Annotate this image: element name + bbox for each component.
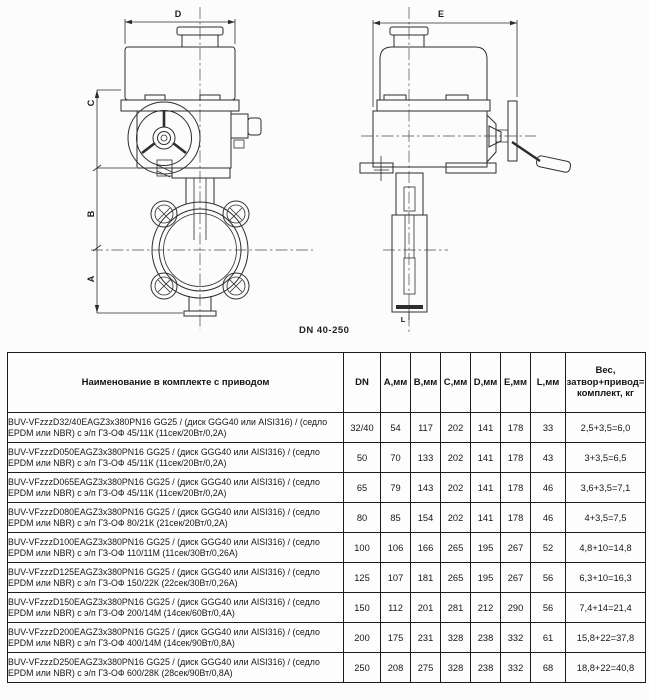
dn-value: 100 <box>344 533 381 563</box>
product-name: BUV-VFzzzD065EAGZ3x380PN16 GG25 / (диск GGG40 или AISI316) / (седло EPDM или NBR) с э/п ГЗ-ОФ 45/11К (11сек/20Вт/0,2А) <box>8 473 344 503</box>
e-value: 178 <box>501 503 531 533</box>
b-value: 143 <box>411 473 441 503</box>
a-value: 112 <box>381 593 411 623</box>
product-name: BUV-VFzzzD150EAGZ3x380PN16 GG25 / (диск GGG40 или AISI316) / (седло EPDM или NBR) с э/п ГЗ-ОФ 200/14М (14сек/60Вт/0,4А) <box>8 593 344 623</box>
column-header-d: D,мм <box>471 353 501 413</box>
dn-value: 50 <box>344 443 381 473</box>
dim-label-l: L <box>400 315 406 324</box>
l-value: 61 <box>531 623 566 653</box>
a-value: 79 <box>381 473 411 503</box>
d-value: 195 <box>471 563 501 593</box>
handwheel <box>128 102 200 177</box>
dn-value: 80 <box>344 503 381 533</box>
a-value: 85 <box>381 503 411 533</box>
c-value: 328 <box>441 623 471 653</box>
column-header-b: B,мм <box>411 353 441 413</box>
d-value: 141 <box>471 443 501 473</box>
hand-crank <box>512 142 571 173</box>
d-value: 141 <box>471 503 501 533</box>
e-value: 178 <box>501 473 531 503</box>
column-header-l: L,мм <box>531 353 566 413</box>
column-header-e: E,мм <box>501 353 531 413</box>
column-header-dn: DN <box>344 353 381 413</box>
column-header-name: Наименование в комплекте с приводом <box>8 353 344 413</box>
l-value: 46 <box>531 473 566 503</box>
dim-label-d: D <box>174 9 182 19</box>
drawing-caption: DN 40-250 <box>299 325 350 336</box>
dim-label-b: B <box>86 210 96 218</box>
weight-value: 2,5+3,5=6,0 <box>566 413 646 443</box>
product-name: BUV-VFzzzD250EAGZ3x380PN16 GG25 / (диск GGG40 или AISI316) / (седло EPDM или NBR) с э/п ГЗ-ОФ 600/28К (28сек/90Вт/0,8А) <box>8 653 344 683</box>
table-row <box>8 413 646 443</box>
table-header-row <box>8 353 646 413</box>
table-row <box>8 593 646 623</box>
dn-value: 200 <box>344 623 381 653</box>
c-value: 202 <box>441 413 471 443</box>
dim-label-c: C <box>86 99 96 107</box>
l-value: 56 <box>531 593 566 623</box>
a-value: 70 <box>381 443 411 473</box>
column-header-c: C,мм <box>441 353 471 413</box>
c-value: 281 <box>441 593 471 623</box>
valve-column-side <box>392 173 427 320</box>
table-row <box>8 503 646 533</box>
weight-value: 3,6+3,5=7,1 <box>566 473 646 503</box>
b-value: 181 <box>411 563 441 593</box>
valve-technical-drawing <box>0 0 649 348</box>
l-value: 46 <box>531 503 566 533</box>
c-value: 328 <box>441 653 471 683</box>
product-name: BUV-VFzzzD080EAGZ3x380PN16 GG25 / (диск GGG40 или AISI316) / (седло EPDM или NBR) с э/п ГЗ-ОФ 80/21К (21сек/20Вт/0,2А) <box>8 503 344 533</box>
a-value: 54 <box>381 413 411 443</box>
l-value: 56 <box>531 563 566 593</box>
column-header-weight <box>566 353 646 413</box>
d-value: 195 <box>471 533 501 563</box>
weight-value: 4,8+10=14,8 <box>566 533 646 563</box>
table-row <box>8 623 646 653</box>
l-value: 33 <box>531 413 566 443</box>
a-value: 107 <box>381 563 411 593</box>
product-name: BUV-VFzzzD050EAGZ3x380PN16 GG25 / (диск GGG40 или AISI316) / (седло EPDM или NBR) с э/п ГЗ-ОФ 45/11К (11сек/20Вт/0,2А) <box>8 443 344 473</box>
side-view-drawing <box>360 7 571 333</box>
weight-value: 15,8+22=37,8 <box>566 623 646 653</box>
dim-label-e: E <box>437 9 445 19</box>
product-name: BUV-VFzzzD125EAGZ3x380PN16 GG25 / (диск GGG40 или AISI316) / (седло EPDM или NBR) с э/п ГЗ-ОФ 150/22К (22сек/30Вт/0,26А) <box>8 563 344 593</box>
product-name: BUV-VFzzzD100EAGZ3x380PN16 GG25 / (диск GGG40 или AISI316) / (седло EPDM или NBR) с э/п ГЗ-ОФ 110/11М (11сек/30Вт/0,26А) <box>8 533 344 563</box>
b-value: 201 <box>411 593 441 623</box>
dimension-e <box>373 9 517 107</box>
b-value: 133 <box>411 443 441 473</box>
b-value: 117 <box>411 413 441 443</box>
table-row <box>8 653 646 683</box>
e-value: 267 <box>501 533 531 563</box>
weight-value: 18,8+22=40,8 <box>566 653 646 683</box>
e-value: 332 <box>501 653 531 683</box>
c-value: 265 <box>441 563 471 593</box>
product-name: BUV-VFzzzD200EAGZ3x380PN16 GG25 / (диск GGG40 или AISI316) / (седло EPDM или NBR) с э/п ГЗ-ОФ 400/14М (14сек/90Вт/0,8А) <box>8 623 344 653</box>
a-value: 175 <box>381 623 411 653</box>
e-value: 178 <box>501 413 531 443</box>
dn-value: 150 <box>344 593 381 623</box>
d-value: 141 <box>471 413 501 443</box>
b-value: 154 <box>411 503 441 533</box>
table-row <box>8 443 646 473</box>
table-row <box>8 563 646 593</box>
dim-label-a: A <box>86 275 96 283</box>
weight-header-line2: затвор+привод= <box>566 376 645 388</box>
a-value: 106 <box>381 533 411 563</box>
l-value: 52 <box>531 533 566 563</box>
c-value: 202 <box>441 503 471 533</box>
dn-value: 250 <box>344 653 381 683</box>
b-value: 231 <box>411 623 441 653</box>
product-name: BUV-VFzzzD32/40EAGZ3x380PN16 GG25 / (диск GGG40 или AISI316) / (седло EPDM или NBR) с э/п ГЗ-ОФ 45/11К (11сек/20Вт/0,2А) <box>8 413 344 443</box>
weight-value: 4+3,5=7,5 <box>566 503 646 533</box>
c-value: 202 <box>441 443 471 473</box>
c-value: 265 <box>441 533 471 563</box>
weight-header-line3: комплект, кг <box>577 388 634 400</box>
l-value: 68 <box>531 653 566 683</box>
c-value: 202 <box>441 473 471 503</box>
d-value: 212 <box>471 593 501 623</box>
b-value: 166 <box>411 533 441 563</box>
e-value: 332 <box>501 623 531 653</box>
weight-header-line1: Вес, <box>595 365 616 377</box>
front-view-drawing <box>86 7 313 330</box>
d-value: 238 <box>471 653 501 683</box>
table-row <box>8 533 646 563</box>
e-value: 178 <box>501 443 531 473</box>
weight-value: 7,4+14=21,4 <box>566 593 646 623</box>
table-row <box>8 473 646 503</box>
d-value: 238 <box>471 623 501 653</box>
l-value: 43 <box>531 443 566 473</box>
dn-value: 65 <box>344 473 381 503</box>
dn-value: 125 <box>344 563 381 593</box>
e-value: 290 <box>501 593 531 623</box>
column-header-a: A,мм <box>381 353 411 413</box>
b-value: 275 <box>411 653 441 683</box>
e-value: 267 <box>501 563 531 593</box>
a-value: 208 <box>381 653 411 683</box>
d-value: 141 <box>471 473 501 503</box>
spec-table <box>7 352 646 683</box>
dn-value: 32/40 <box>344 413 381 443</box>
weight-value: 3+3,5=6,5 <box>566 443 646 473</box>
weight-value: 6,3+10=16,3 <box>566 563 646 593</box>
